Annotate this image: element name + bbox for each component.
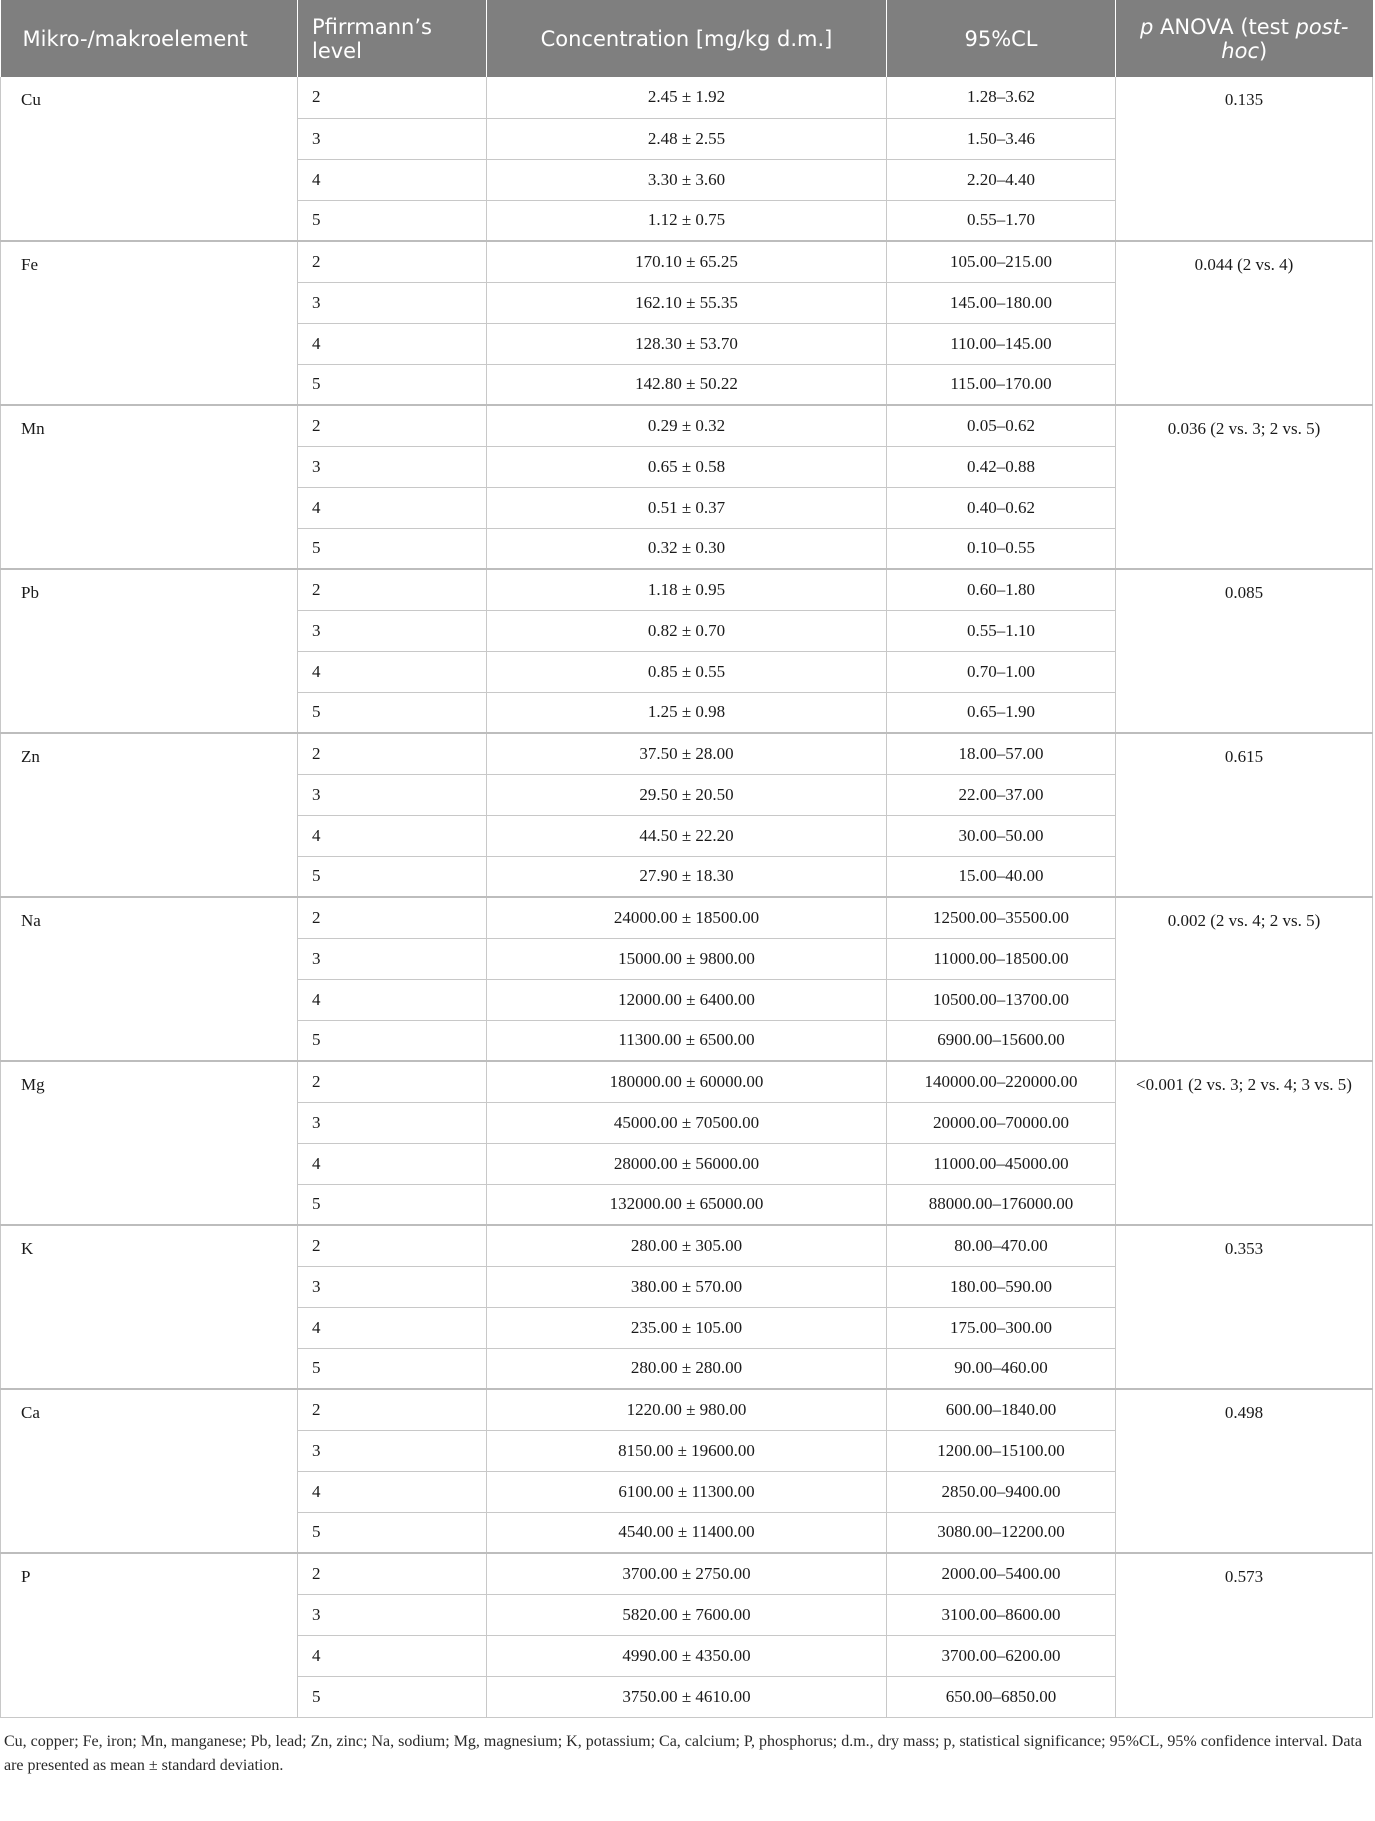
header-level (298, 0, 487, 77)
ci-cell: 105.00–215.00 (887, 241, 1116, 282)
concentration-cell: 180000.00 ± 60000.00 (487, 1061, 887, 1102)
table-row (1, 77, 1373, 118)
level-cell: 5 (298, 1020, 487, 1061)
concentration-cell: 0.32 ± 0.30 (487, 528, 887, 569)
level-cell: 2 (298, 733, 487, 774)
concentration-cell: 27.90 ± 18.30 (487, 856, 887, 897)
concentration-cell: 3750.00 ± 4610.00 (487, 1676, 887, 1717)
concentration-cell: 0.85 ± 0.55 (487, 651, 887, 692)
table-row (1, 1389, 1373, 1430)
concentration-cell: 170.10 ± 65.25 (487, 241, 887, 282)
concentration-cell: 0.82 ± 0.70 (487, 610, 887, 651)
table-row (1, 733, 1373, 774)
level-cell: 5 (298, 1676, 487, 1717)
anova-p-cell: 0.573 (1116, 1553, 1373, 1717)
header-anova-p: p (1140, 14, 1154, 39)
concentration-cell: 12000.00 ± 6400.00 (487, 979, 887, 1020)
ci-cell: 88000.00–176000.00 (887, 1184, 1116, 1225)
ci-cell: 2000.00–5400.00 (887, 1553, 1116, 1594)
ci-cell: 30.00–50.00 (887, 815, 1116, 856)
level-cell: 4 (298, 1307, 487, 1348)
ci-cell: 140000.00–220000.00 (887, 1061, 1116, 1102)
ci-cell: 115.00–170.00 (887, 364, 1116, 405)
level-cell: 2 (298, 1061, 487, 1102)
level-cell: 5 (298, 1184, 487, 1225)
ci-cell: 15.00–40.00 (887, 856, 1116, 897)
table-row (1, 1061, 1373, 1102)
header-concentration: Concentration [mg/kg d.m.] (487, 0, 887, 77)
ci-cell: 11000.00–18500.00 (887, 938, 1116, 979)
level-cell: 2 (298, 1553, 487, 1594)
table-footnote: Cu, copper; Fe, iron; Mn, manganese; Pb, lead; Zn, zinc; Na, sodium; Mg, magnesium; K, potassium; Ca, calcium; P, phosphorus; d.m., dry mass; p, statistical significance; 95%CL, 95% confidence interval. Data are presented as mean ± standard deviation. (4, 1732, 1362, 1774)
ci-cell: 6900.00–15600.00 (887, 1020, 1116, 1061)
table-body (1, 77, 1373, 1717)
ci-cell: 18.00–57.00 (887, 733, 1116, 774)
level-cell: 4 (298, 1471, 487, 1512)
level-cell: 2 (298, 1389, 487, 1430)
level-cell: 3 (298, 774, 487, 815)
ci-cell: 650.00–6850.00 (887, 1676, 1116, 1717)
concentration-cell: 280.00 ± 280.00 (487, 1348, 887, 1389)
element-cell: Mg (1, 1061, 298, 1225)
header-anova (1116, 0, 1373, 77)
ci-cell: 175.00–300.00 (887, 1307, 1116, 1348)
ci-cell: 2850.00–9400.00 (887, 1471, 1116, 1512)
concentration-cell: 0.29 ± 0.32 (487, 405, 887, 446)
ci-cell: 11000.00–45000.00 (887, 1143, 1116, 1184)
concentration-cell: 0.65 ± 0.58 (487, 446, 887, 487)
concentration-cell: 128.30 ± 53.70 (487, 323, 887, 364)
concentration-cell: 1.18 ± 0.95 (487, 569, 887, 610)
concentration-cell: 28000.00 ± 56000.00 (487, 1143, 887, 1184)
concentration-cell: 6100.00 ± 11300.00 (487, 1471, 887, 1512)
ci-cell: 0.55–1.10 (887, 610, 1116, 651)
concentration-cell: 142.80 ± 50.22 (487, 364, 887, 405)
element-cell: P (1, 1553, 298, 1717)
level-cell: 3 (298, 1594, 487, 1635)
level-cell: 2 (298, 241, 487, 282)
level-cell: 3 (298, 1430, 487, 1471)
header-anova-close: ) (1259, 38, 1268, 63)
ci-cell: 1200.00–15100.00 (887, 1430, 1116, 1471)
level-cell: 5 (298, 692, 487, 733)
concentration-cell: 15000.00 ± 9800.00 (487, 938, 887, 979)
level-cell: 5 (298, 200, 487, 241)
concentration-cell: 3.30 ± 3.60 (487, 159, 887, 200)
anova-p-cell: 0.498 (1116, 1389, 1373, 1553)
ci-cell: 10500.00–13700.00 (887, 979, 1116, 1020)
ci-cell: 0.70–1.00 (887, 651, 1116, 692)
ci-cell: 12500.00–35500.00 (887, 897, 1116, 938)
concentration-cell: 1.25 ± 0.98 (487, 692, 887, 733)
level-cell: 4 (298, 323, 487, 364)
element-cell: Na (1, 897, 298, 1061)
ci-cell: 0.05–0.62 (887, 405, 1116, 446)
concentration-cell: 11300.00 ± 6500.00 (487, 1020, 887, 1061)
anova-p-cell: 0.036 (2 vs. 3; 2 vs. 5) (1116, 405, 1373, 569)
ci-cell: 0.65–1.90 (887, 692, 1116, 733)
ci-cell: 22.00–37.00 (887, 774, 1116, 815)
level-cell: 4 (298, 815, 487, 856)
ci-cell: 180.00–590.00 (887, 1266, 1116, 1307)
ci-cell: 90.00–460.00 (887, 1348, 1116, 1389)
concentration-cell: 235.00 ± 105.00 (487, 1307, 887, 1348)
level-cell: 3 (298, 446, 487, 487)
header-level-label: Pfirrmann’s level (312, 14, 432, 63)
concentration-cell: 2.45 ± 1.92 (487, 77, 887, 118)
concentration-cell: 0.51 ± 0.37 (487, 487, 887, 528)
concentration-cell: 3700.00 ± 2750.00 (487, 1553, 887, 1594)
anova-p-cell: 0.615 (1116, 733, 1373, 897)
ci-cell: 1.28–3.62 (887, 77, 1116, 118)
concentration-cell: 5820.00 ± 7600.00 (487, 1594, 887, 1635)
element-cell: Ca (1, 1389, 298, 1553)
level-cell: 4 (298, 487, 487, 528)
level-cell: 2 (298, 77, 487, 118)
level-cell: 4 (298, 651, 487, 692)
ci-cell: 600.00–1840.00 (887, 1389, 1116, 1430)
concentration-cell: 162.10 ± 55.35 (487, 282, 887, 323)
element-cell: Fe (1, 241, 298, 405)
concentration-cell: 8150.00 ± 19600.00 (487, 1430, 887, 1471)
table-row (1, 405, 1373, 446)
header-ci: 95%CL (887, 0, 1116, 77)
concentration-cell: 29.50 ± 20.50 (487, 774, 887, 815)
header-anova-posthoc: post-hoc (1221, 14, 1349, 63)
level-cell: 2 (298, 405, 487, 446)
ci-cell: 145.00–180.00 (887, 282, 1116, 323)
table-row (1, 241, 1373, 282)
level-cell: 4 (298, 979, 487, 1020)
level-cell: 4 (298, 1635, 487, 1676)
ci-cell: 3080.00–12200.00 (887, 1512, 1116, 1553)
header-anova-text: ANOVA (test (1153, 14, 1296, 39)
level-cell: 3 (298, 610, 487, 651)
level-cell: 5 (298, 1348, 487, 1389)
ci-cell: 80.00–470.00 (887, 1225, 1116, 1266)
table-row (1, 569, 1373, 610)
ci-cell: 0.40–0.62 (887, 487, 1116, 528)
concentration-cell: 4990.00 ± 4350.00 (487, 1635, 887, 1676)
anova-p-cell: 0.002 (2 vs. 4; 2 vs. 5) (1116, 897, 1373, 1061)
level-cell: 3 (298, 282, 487, 323)
anova-p-cell: 0.353 (1116, 1225, 1373, 1389)
anova-p-cell: 0.085 (1116, 569, 1373, 733)
element-cell: Mn (1, 405, 298, 569)
concentration-cell: 2.48 ± 2.55 (487, 118, 887, 159)
element-cell: K (1, 1225, 298, 1389)
ci-cell: 20000.00–70000.00 (887, 1102, 1116, 1143)
level-cell: 4 (298, 1143, 487, 1184)
concentration-cell: 380.00 ± 570.00 (487, 1266, 887, 1307)
table-row (1, 1553, 1373, 1594)
level-cell: 4 (298, 159, 487, 200)
ci-cell: 3700.00–6200.00 (887, 1635, 1116, 1676)
ci-cell: 0.55–1.70 (887, 200, 1116, 241)
level-cell: 3 (298, 118, 487, 159)
table-row (1, 897, 1373, 938)
concentration-cell: 1.12 ± 0.75 (487, 200, 887, 241)
ci-cell: 110.00–145.00 (887, 323, 1116, 364)
ci-cell: 3100.00–8600.00 (887, 1594, 1116, 1635)
anova-p-cell: <0.001 (2 vs. 3; 2 vs. 4; 3 vs. 5) (1116, 1061, 1373, 1225)
level-cell: 2 (298, 1225, 487, 1266)
level-cell: 3 (298, 1266, 487, 1307)
concentration-cell: 280.00 ± 305.00 (487, 1225, 887, 1266)
concentration-cell: 37.50 ± 28.00 (487, 733, 887, 774)
concentration-cell: 24000.00 ± 18500.00 (487, 897, 887, 938)
concentration-cell: 4540.00 ± 11400.00 (487, 1512, 887, 1553)
concentration-cell: 1220.00 ± 980.00 (487, 1389, 887, 1430)
header-row (1, 0, 1373, 77)
element-cell: Pb (1, 569, 298, 733)
concentration-cell: 132000.00 ± 65000.00 (487, 1184, 887, 1225)
anova-p-cell: 0.135 (1116, 77, 1373, 241)
ci-cell: 1.50–3.46 (887, 118, 1116, 159)
element-cell: Zn (1, 733, 298, 897)
table-header (1, 0, 1373, 77)
concentration-cell: 45000.00 ± 70500.00 (487, 1102, 887, 1143)
table-row (1, 1225, 1373, 1266)
ci-cell: 0.10–0.55 (887, 528, 1116, 569)
level-cell: 5 (298, 528, 487, 569)
element-cell: Cu (1, 77, 298, 241)
level-cell: 3 (298, 1102, 487, 1143)
anova-p-cell: 0.044 (2 vs. 4) (1116, 241, 1373, 405)
level-cell: 5 (298, 1512, 487, 1553)
level-cell: 5 (298, 364, 487, 405)
level-cell: 3 (298, 938, 487, 979)
level-cell: 2 (298, 569, 487, 610)
ci-cell: 0.42–0.88 (887, 446, 1116, 487)
ci-cell: 0.60–1.80 (887, 569, 1116, 610)
level-cell: 5 (298, 856, 487, 897)
level-cell: 2 (298, 897, 487, 938)
ci-cell: 2.20–4.40 (887, 159, 1116, 200)
header-element: Mikro-/makroelement (1, 0, 298, 77)
concentration-cell: 44.50 ± 22.20 (487, 815, 887, 856)
